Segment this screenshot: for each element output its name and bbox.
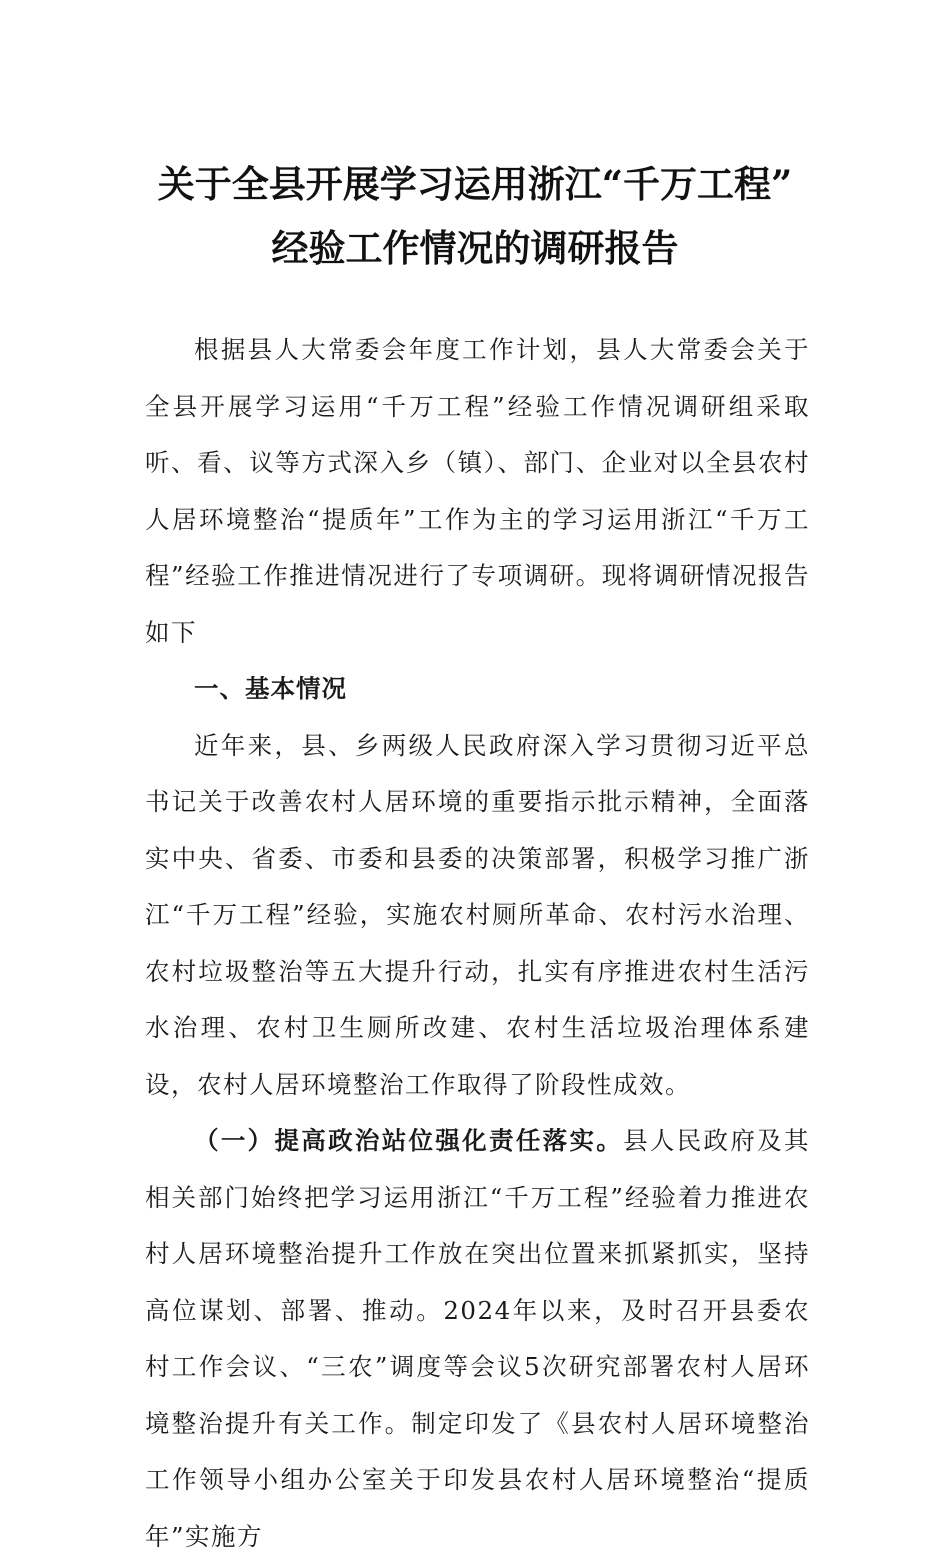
document-title-line-2: 经验工作情况的调研报告 xyxy=(271,226,679,270)
document-body xyxy=(145,322,810,1565)
section-paragraph-basic-situation: 近年来，县、乡两级人民政府深入学习贯彻习近平总书记关于改善农村人居环境的重要指示批示精神，全面落实中央、省委、市委和县委的决策部署，积极学习推广浙江“千万工程”经验，实施农村厕所革命、农村污水治理、农村垃圾整治等五大提升行动，扎实有序推进农村生活污水治理、农村卫生厕所改建、农村生活垃圾治理体系建设，农村人居环境整治工作取得了阶段性成效。 xyxy=(145,730,810,1099)
section-heading-basic-situation: 一、基本情况 xyxy=(194,674,347,703)
subsection-body-1: 县人民政府及其相关部门始终把学习运用浙江“千万工程”经验着力推进农村人居环境整治提升工作放在突出位置来抓紧抓实，坚持高位谋划、部署、推动。2024年以来，及时召开县委农村工作会议、“三农”调度等会议5次研究部署农村人居环境整治提升有关工作。制定印发了《县农村人居环境整治工作领导小组办公室关于印发县农村人居环境整治“提质年”实施方 xyxy=(145,1126,811,1551)
document-title-line-1: 关于全县开展学习运用浙江“千万工程” xyxy=(157,162,793,206)
subsection-lead-1: （一）提高政治站位强化责任落实。 xyxy=(194,1126,624,1155)
subsection-paragraph-1 xyxy=(145,1113,810,1565)
intro-paragraph: 根据县人大常委会年度工作计划，县人大常委会关于全县开展学习运用“千万工程”经验工作情况调研组采取听、看、议等方式深入乡（镇）、部门、企业对以全县农村人居环境整治“提质年”工作为主的学习运用浙江“千万工程”经验工作推进情况进行了专项调研。现将调研情况报告如下 xyxy=(145,335,810,647)
